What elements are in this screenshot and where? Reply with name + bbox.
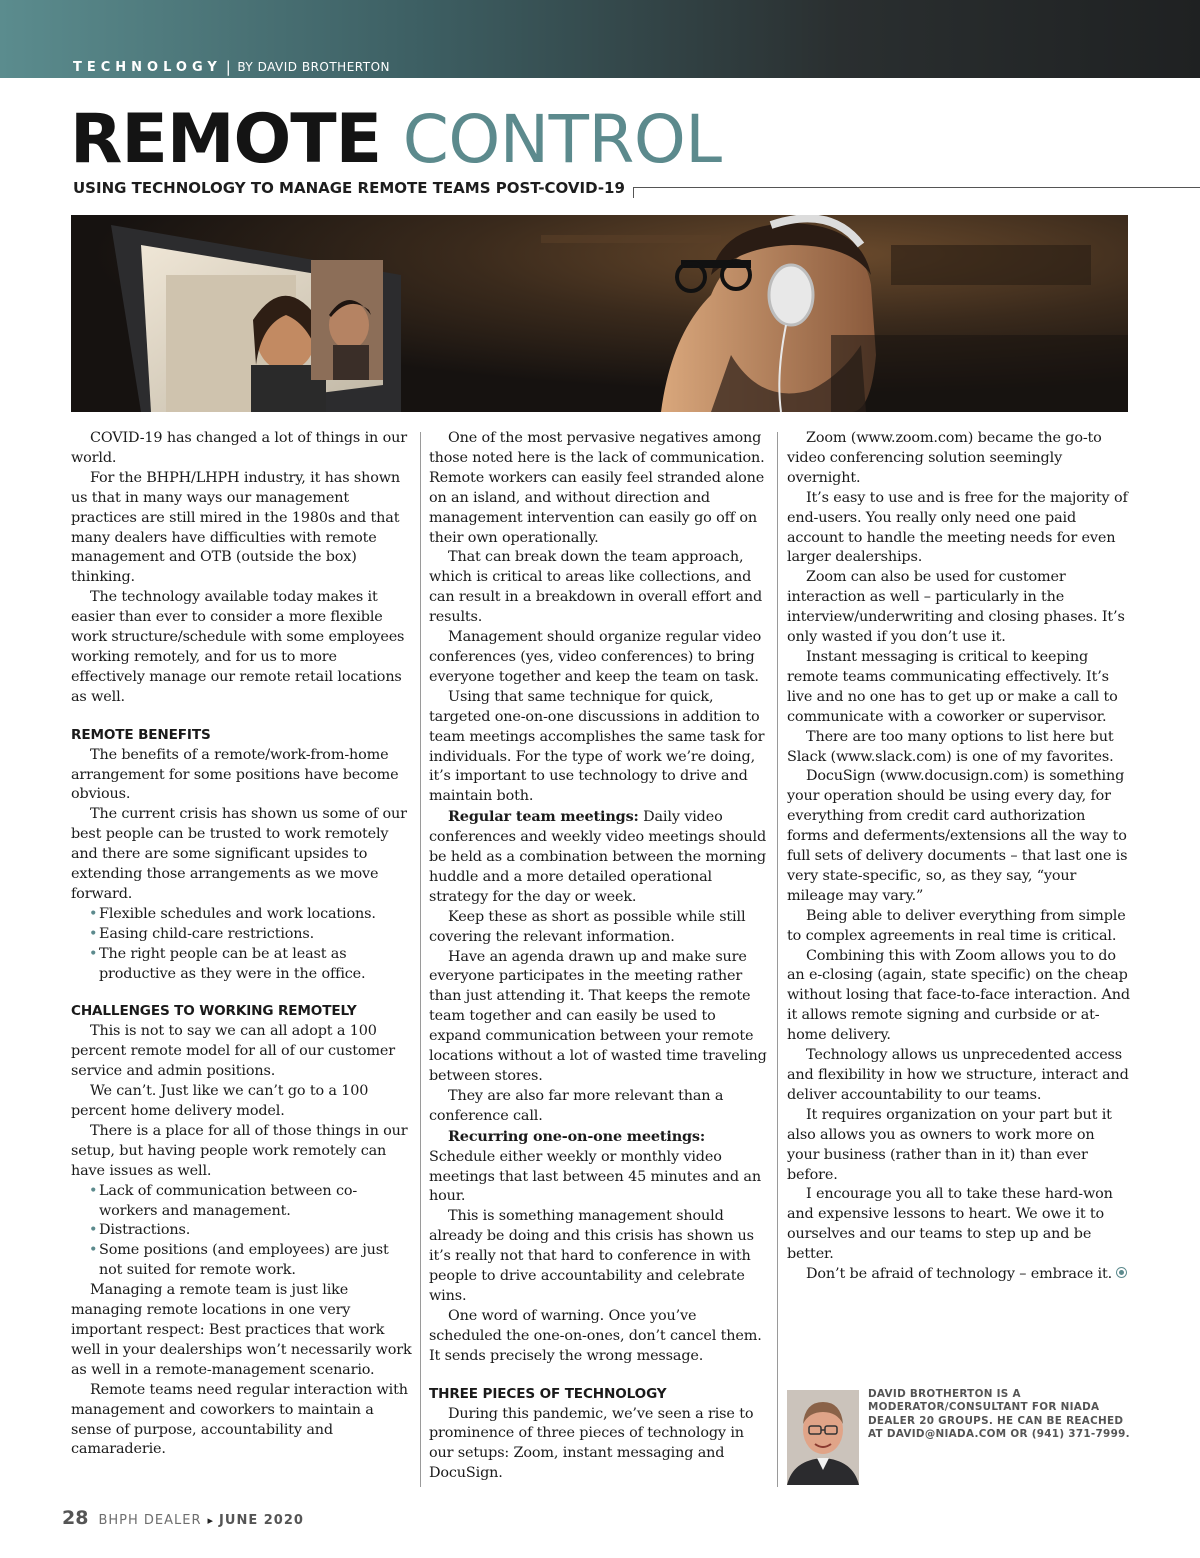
paragraph: For the BHPH/LHPH industry, it has shown us that in many ways our management practices are still mired in the 1980s and that many dealers have difficulties with remote management and OTB (outside the box) thinking. [71, 469, 401, 586]
author-portrait [787, 1390, 859, 1485]
column-1 [71, 429, 413, 1460]
paragraph [429, 1127, 769, 1208]
paragraph: The technology available today makes it easier than ever to consider a more flexible work structure/schedule with some employees working remotely, and for us to more effectively manage our remote retail locations as well. [71, 589, 405, 705]
paragraph: Instant messaging is critical to keeping remote teams communicating effectively. It’s live and no one has to get up or make a call to communicate with a coworker or supervisor. [787, 648, 1118, 725]
author-photo [787, 1390, 859, 1485]
list-item: • Distractions. [89, 1221, 413, 1241]
paragraph: Keep these as short as possible while still covering the relevant information. [429, 908, 746, 945]
paragraph: One word of warning. Once you’ve scheduled the one-on-ones, don’t cancel them. It sends precisely the wrong message. [429, 1307, 762, 1364]
paragraph: Using that same technique for quick, targeted one-on-one discussions in addition to team meetings accomplishes the same task for individuals. For the type of work we’re doing, it’s important to use technology to drive and maintain both. [429, 688, 765, 805]
challenges-list [71, 1182, 413, 1282]
paragraph: It’s easy to use and is free for the majority of end-users. You really only need one paid account to handle the meeting needs for even larger dealerships. [787, 489, 1128, 566]
paragraph: One of the most pervasive negatives among those noted here is the lack of communication. Remote workers can easily feel stranded alone on an island, and without direction and management intervention can easily go off on their own operationally. [429, 430, 765, 546]
paragraph [429, 807, 769, 908]
list-item: • Easing child-care restrictions. [89, 925, 413, 945]
paragraph: Managing a remote team is just like managing remote locations in one very important respect: Best practices that work well in your dealerships won’t necessarily work as well in a remote-management scenario. [71, 1282, 412, 1378]
article-title [70, 100, 722, 180]
title-light: CONTROL [402, 101, 722, 178]
column-2 [429, 429, 769, 1484]
subtitle-row [73, 178, 1200, 198]
page-footer [62, 1507, 304, 1529]
paragraph: This is something management should already be doing and this crisis has shown us it’s really not that hard to conference in with people to drive accountability and celebrate wins. [429, 1208, 754, 1304]
paragraph-text: Don’t be afraid of technology – embrace it. [806, 1266, 1113, 1283]
list-item: • The right people can be at least as productive as they were in the office. [89, 945, 413, 985]
section-label: TECHNOLOGY [73, 59, 222, 75]
list-item: • Lack of communication between co-workers and management. [89, 1182, 413, 1222]
title-bold: REMOTE [70, 100, 382, 179]
paragraph: Combining this with Zoom allows you to do an e-closing (again, state specific) on the cheap without losing that face-to-face interaction. And it allows remote signing and curbside or at-home delivery. [787, 947, 1130, 1044]
lead-in-regular-meetings: Regular team meetings: [448, 808, 639, 826]
paragraph: We can’t. Just like we can’t go to a 100 percent home delivery model. [71, 1083, 369, 1119]
subtitle-rule [633, 187, 1200, 198]
paragraph: DocuSign (www.docusign.com) is something your operation should be using every day, for everything from credit card authorization forms and deferments/extensions all the way to full sets of delivery documents – that last one is very state-specific, so, as they say, “your mileage may vary.” [787, 768, 1128, 904]
author-bio: DAVID BROTHERTON IS A MODERATOR/CONSULTANT FOR NIADA DEALER 20 GROUPS. HE CAN BE REACHED AT DAVID@NIADA.COM OR (941) 371-7999. [868, 1388, 1130, 1441]
paragraph: Zoom (www.zoom.com) became the go-to video conferencing solution seemingly overnight. [787, 430, 1102, 486]
paragraph: It requires organization on your part but it also allows you as owners to work more on your business (rather than in it) than ever before. [787, 1106, 1112, 1183]
publication-name: BHPH DEALER [98, 1513, 202, 1528]
issue-date: JUNE 2020 [219, 1513, 304, 1528]
paragraph: COVID-19 has changed a lot of things in our world. [71, 430, 407, 466]
paragraph: Remote teams need regular interaction with management and coworkers to maintain a sense of purpose, accountability and camaraderie. [71, 1381, 408, 1458]
chevron-right-icon: ▸ [207, 1514, 214, 1527]
closing-paragraph [787, 1265, 1130, 1285]
paragraph: Technology allows us unprecedented access and flexibility in how we structure, interact and deliver accountability to our teams. [787, 1047, 1129, 1103]
subheading-remote-benefits: REMOTE BENEFITS [71, 726, 211, 743]
paragraph: Zoom can also be used for customer interaction as well – particularly in the interview/underwriting and closing phases. It’s only wasted if you don’t use it. [787, 569, 1125, 646]
paragraph: They are also far more relevant than a conference call. [429, 1087, 724, 1124]
paragraph: That can break down the team approach, which is critical to areas like collections, and can result in a breakdown in overall effort and results. [429, 549, 763, 626]
column-rule-1 [420, 432, 421, 1487]
page-number: 28 [62, 1507, 89, 1529]
hero-photo [71, 215, 1128, 412]
column-rule-2 [777, 432, 778, 1487]
column-3 [787, 429, 1130, 1285]
paragraph: The current crisis has shown us some of our best people can be trusted to work remotely and there are some significant upsides to extending those arrangements as we move forward. [71, 806, 407, 902]
subheading-challenges: CHALLENGES TO WORKING REMOTELY [71, 1003, 357, 1020]
benefits-list [71, 905, 413, 985]
list-item: • Some positions (and employees) are just not suited for remote work. [89, 1241, 413, 1281]
paragraph-text: Daily video conferences and weekly video meetings should be held as a combination between the morning huddle and a more detailed operational strategy for the day or week. [429, 809, 767, 905]
lead-in-one-on-one: Recurring one-on-one meetings: [448, 1127, 706, 1145]
paragraph: This is not to say we can all adopt a 100 percent remote model for all of our customer service and admin positions. [71, 1023, 395, 1080]
paragraph: During this pandemic, we’ve seen a rise to prominence of three pieces of technology in our setups: Zoom, instant messaging and DocuSign. [429, 1405, 754, 1482]
paragraph: The benefits of a remote/work-from-home arrangement for some positions have become obvious. [71, 746, 399, 803]
paragraph: Have an agenda drawn up and make sure everyone participates in the meeting rather than just attending it. That keeps the remote team together and can easily be used to expand communication between your remote locations without a lot of wasted time traveling between stores. [429, 948, 767, 1084]
article-subtitle: USING TECHNOLOGY TO MANAGE REMOTE TEAMS POST-COVID-19 [73, 179, 625, 197]
subheading-three-pieces: THREE PIECES OF TECHNOLOGY [429, 1385, 667, 1402]
paragraph: There is a place for all of those things in our setup, but having people work remotely can have issues as well. [71, 1122, 408, 1179]
section-header [73, 58, 390, 76]
end-mark-icon [1116, 1267, 1127, 1278]
paragraph: Management should organize regular video conferences (yes, video conferences) to bring everyone together and keep the team on task. [429, 629, 762, 685]
section-separator: | [225, 58, 232, 76]
hero-photo-illustration [71, 215, 1128, 412]
byline: BY DAVID BROTHERTON [237, 60, 391, 74]
paragraph: There are too many options to list here but Slack (www.slack.com) is one of my favorites. [787, 728, 1114, 765]
paragraph: I encourage you all to take these hard-won and expensive lessons to heart. We owe it to ourselves and our teams to step up and be better. [787, 1186, 1113, 1263]
paragraph: Being able to deliver everything from simple to complex agreements in real time is critical. [787, 907, 1126, 944]
paragraph-text: Schedule either weekly or monthly video meetings that last between 45 minutes and an hour. [429, 1148, 761, 1205]
list-item: • Flexible schedules and work locations. [89, 905, 413, 925]
